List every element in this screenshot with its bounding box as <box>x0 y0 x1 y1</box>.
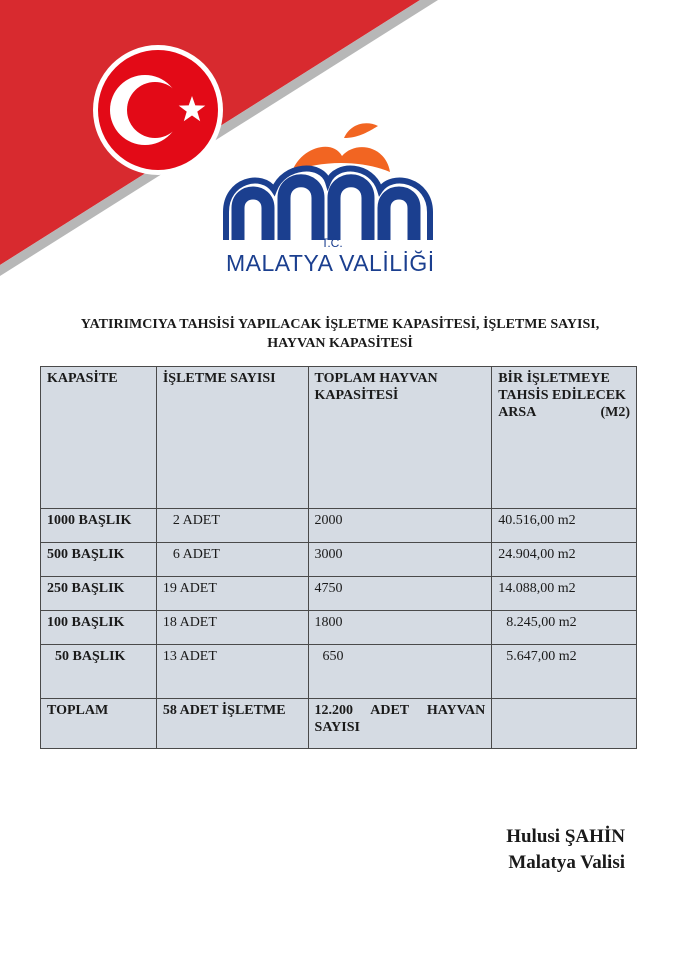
document-title <box>40 315 640 353</box>
cell-arsa: 24.904,00 m2 <box>492 543 637 577</box>
signature-title: Malatya Valisi <box>508 852 625 873</box>
cell-kapasite: 500 BAŞLIK <box>41 543 157 577</box>
signature-block <box>450 824 625 876</box>
apricot-arches-icon <box>222 120 437 245</box>
cell-kapasite: 250 BAŞLIK <box>41 577 157 611</box>
capacity-table <box>40 366 637 749</box>
header-kapasite: KAPASİTE <box>41 367 157 509</box>
cell-hayvan: 3000 <box>308 543 492 577</box>
logo-tc-text: T.C. <box>321 236 343 250</box>
cell-arsa: 8.245,00 m2 <box>492 611 637 645</box>
total-isletme: 58 ADET İŞLETME <box>156 699 308 749</box>
malatya-valiligi-logo <box>222 120 437 282</box>
cell-arsa: 14.088,00 m2 <box>492 577 637 611</box>
crescent-inner <box>127 82 183 138</box>
signature-name: Hulusi ŞAHİN <box>506 826 625 847</box>
cell-arsa: 5.647,00 m2 <box>492 645 637 699</box>
table-row <box>41 543 637 577</box>
cell-arsa: 40.516,00 m2 <box>492 509 637 543</box>
cell-isletme: 13 ADET <box>156 645 308 699</box>
cell-isletme: 18 ADET <box>156 611 308 645</box>
table-header-row <box>41 367 637 509</box>
table-total-row <box>41 699 637 749</box>
cell-hayvan: 2000 <box>308 509 492 543</box>
cell-isletme: 6 ADET <box>156 543 308 577</box>
cell-kapasite: 1000 BAŞLIK <box>41 509 157 543</box>
document-title-line2: HAYVAN KAPASİTESİ <box>267 336 413 351</box>
table-row <box>41 509 637 543</box>
header-arsa: BİR İŞLETMEYE TAHSİS EDİLECEK ARSA (M2) <box>492 367 637 509</box>
cell-hayvan: 1800 <box>308 611 492 645</box>
cell-isletme: 2 ADET <box>156 509 308 543</box>
table-row <box>41 611 637 645</box>
header-toplam-hayvan: TOPLAM HAYVAN KAPASİTESİ <box>308 367 492 509</box>
table-row <box>41 645 637 699</box>
cell-kapasite: 100 BAŞLIK <box>41 611 157 645</box>
cell-hayvan: 650 <box>308 645 492 699</box>
logo-name-text: MALATYA VALİLİĞİ <box>226 250 435 276</box>
table-row <box>41 577 637 611</box>
header-isletme-sayisi: İŞLETME SAYISI <box>156 367 308 509</box>
total-hayvan: 12.200 ADET HAYVAN SAYISI <box>308 699 492 749</box>
cell-kapasite: 50 BAŞLIK <box>41 645 157 699</box>
cell-isletme: 19 ADET <box>156 577 308 611</box>
cell-hayvan: 4750 <box>308 577 492 611</box>
total-label: TOPLAM <box>41 699 157 749</box>
document-title-line1: YATIRIMCIYA TAHSİSİ YAPILACAK İŞLETME KAPASİTESİ, İŞLETME SAYISI, <box>80 317 600 332</box>
total-arsa <box>492 699 637 749</box>
